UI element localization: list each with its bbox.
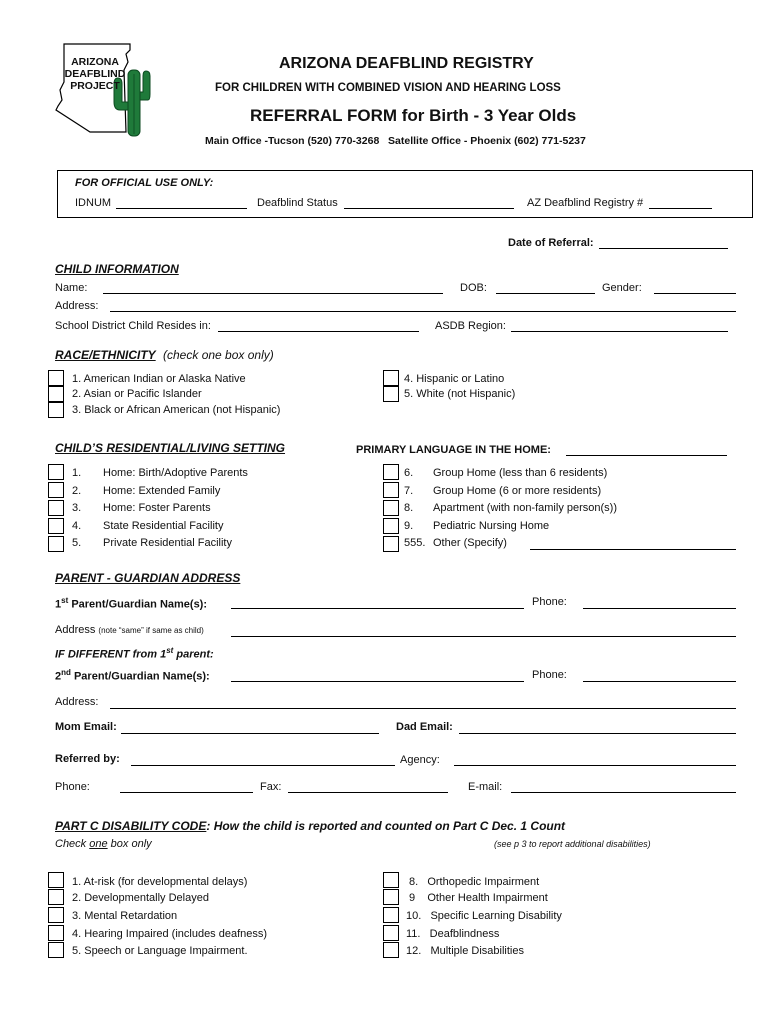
residential-checkbox-3[interactable] (48, 500, 64, 516)
residential-checkbox-1[interactable] (48, 464, 64, 480)
referrer-phone-field[interactable] (120, 792, 253, 793)
residential-num-8: 8. (404, 502, 414, 514)
residential-option-1: Home: Birth/Adoptive Parents (103, 467, 248, 479)
second-address-label: Address: (55, 696, 99, 708)
first-parent-name-field[interactable] (231, 608, 524, 609)
partc-check-b: box only (107, 838, 152, 850)
residential-num-555: 555. (404, 537, 426, 549)
partc-heading (55, 819, 565, 833)
partc-option-3: 3. Mental Retardation (72, 910, 178, 922)
parent-address-text: Address (55, 624, 96, 636)
dob-field[interactable] (496, 293, 595, 294)
gender-field[interactable] (654, 293, 736, 294)
partc-option-9: 9 Other Health Impairment (409, 892, 548, 904)
residential-option-5: Private Residential Facility (103, 537, 232, 549)
race-checkbox-4[interactable] (383, 370, 399, 386)
partc-checkbox-1[interactable] (48, 872, 64, 888)
gender-label: Gender: (602, 282, 642, 294)
registry-number-label: AZ Deafblind Registry # (527, 197, 644, 209)
school-district-label: School District Child Resides in: (55, 320, 211, 332)
race-checkbox-3[interactable] (48, 402, 64, 418)
dad-email-field[interactable] (459, 733, 736, 734)
race-option-5: 5. White (not Hispanic) (404, 388, 516, 400)
mom-email-field[interactable] (121, 733, 379, 734)
fax-label: Fax: (260, 781, 282, 793)
residential-other-field[interactable] (530, 549, 736, 550)
partc-heading-code: PART C DISABILITY CODE (55, 819, 207, 833)
residential-checkbox-7[interactable] (383, 482, 399, 498)
first-parent-num: 1 (55, 598, 62, 611)
residential-option-555: Other (Specify) (433, 537, 507, 549)
date-of-referral-field[interactable] (599, 248, 728, 249)
mom-email-label: Mom Email: (55, 721, 117, 733)
residential-num-5: 5. (72, 537, 82, 549)
first-parent-text: Parent/Guardian Name(s): (71, 598, 208, 611)
residential-option-3: Home: Foster Parents (103, 502, 211, 514)
first-parent-sup: st (61, 596, 69, 605)
first-parent-label (55, 596, 207, 611)
idnum-label: IDNUM (75, 197, 112, 209)
race-heading (55, 348, 274, 362)
parent-address-label (55, 624, 204, 636)
residential-checkbox-5[interactable] (48, 536, 64, 552)
second-parent-name-field[interactable] (231, 681, 524, 682)
partc-check-a: Check (55, 838, 90, 850)
residential-num-1: 1. (72, 467, 82, 479)
registry-title: ARIZONA DEAFBLIND REGISTRY (279, 55, 534, 72)
partc-option-10: 10. Specific Learning Disability (406, 910, 562, 922)
fax-field[interactable] (288, 792, 448, 793)
partc-heading-desc: : How the child is reported and counted on Part C Dec. 1 Count (206, 819, 566, 833)
registry-subtitle: FOR CHILDREN WITH COMBINED VISION AND HEARING LOSS (215, 82, 561, 94)
idnum-field[interactable] (116, 208, 247, 209)
agency-field[interactable] (454, 765, 736, 766)
agency-label: Agency: (400, 754, 440, 766)
second-address-field[interactable] (110, 708, 736, 709)
second-parent-sup: nd (61, 668, 71, 677)
partc-checkbox-3[interactable] (48, 907, 64, 923)
race-option-1: 1. American Indian or Alaska Native (72, 373, 246, 385)
deafblind-status-label: Deafblind Status (257, 197, 338, 209)
office-phones: Main Office -Tucson (520) 770-3268 Satellite Office - Phoenix (602) 771-5237 (205, 135, 586, 147)
partc-checkbox-5[interactable] (48, 942, 64, 958)
race-option-4: 4. Hispanic or Latino (404, 373, 505, 385)
if-different-text-a: IF DIFFERENT from 1 (55, 648, 167, 661)
residential-option-4: State Residential Facility (103, 520, 224, 532)
partc-option-4: 4. Hearing Impaired (includes deafness) (72, 928, 268, 940)
partc-option-8: 8. Orthopedic Impairment (409, 876, 540, 888)
registry-number-field[interactable] (649, 208, 712, 209)
race-note: (check one box only) (163, 348, 274, 362)
race-option-2: 2. Asian or Pacific Islander (72, 388, 202, 400)
child-info-heading: CHILD INFORMATION (55, 262, 179, 276)
partc-check-one: one (89, 838, 108, 850)
residential-checkbox-6[interactable] (383, 464, 399, 480)
race-option-3: 3. Black or African American (not Hispanic) (72, 404, 281, 416)
parent-address-note: (note “same” if same as child) (98, 626, 204, 635)
referred-by-label: Referred by: (55, 753, 120, 765)
deafblind-status-field[interactable] (344, 208, 514, 209)
partc-checkbox-10[interactable] (383, 907, 399, 923)
second-parent-num: 2 (55, 670, 62, 683)
residential-checkbox-555[interactable] (383, 536, 399, 552)
asdb-region-label: ASDB Region: (435, 320, 506, 332)
parent-address-field[interactable] (231, 636, 736, 637)
first-parent-phone-label: Phone: (532, 596, 567, 608)
residential-option-7: Group Home (6 or more residents) (433, 485, 602, 497)
race-checkbox-1[interactable] (48, 370, 64, 386)
partc-checkbox-4[interactable] (48, 925, 64, 941)
residential-num-9: 9. (404, 520, 414, 532)
residential-checkbox-4[interactable] (48, 518, 64, 534)
child-name-field[interactable] (103, 293, 443, 294)
partc-checkbox-12[interactable] (383, 942, 399, 958)
school-district-field[interactable] (218, 331, 419, 332)
partc-check-note (55, 838, 152, 850)
residential-checkbox-2[interactable] (48, 482, 64, 498)
residential-checkbox-9[interactable] (383, 518, 399, 534)
child-address-label: Address: (55, 300, 99, 312)
partc-option-12: 12. Multiple Disabilities (406, 945, 524, 957)
residential-option-8: Apartment (with non-family person(s)) (433, 502, 618, 514)
residential-option-6: Group Home (less than 6 residents) (433, 467, 608, 479)
partc-option-1: 1. At-risk (for developmental delays) (72, 876, 248, 888)
race-checkbox-2[interactable] (48, 386, 64, 402)
race-heading-text: RACE/ETHNICITY (55, 348, 156, 362)
residential-num-4: 4. (72, 520, 82, 532)
partc-option-11: 11. Deafblindness (406, 928, 500, 940)
email-label: E-mail: (468, 781, 503, 793)
dob-label: DOB: (460, 282, 487, 294)
if-different-label (55, 646, 214, 661)
residential-checkbox-8[interactable] (383, 500, 399, 516)
child-address-field[interactable] (110, 311, 736, 312)
child-name-label: Name: (55, 282, 88, 294)
parent-heading: PARENT - GUARDIAN ADDRESS (55, 571, 241, 585)
partc-option-2: 2. Developmentally Delayed (72, 892, 209, 904)
dad-email-label: Dad Email: (396, 721, 453, 733)
residential-num-7: 7. (404, 485, 414, 497)
referred-by-field[interactable] (131, 765, 395, 766)
logo (50, 40, 155, 140)
primary-language-field[interactable] (566, 455, 727, 456)
if-different-sup: st (166, 646, 174, 655)
residential-heading: CHILD’S RESIDENTIAL/LIVING SETTING (55, 441, 286, 455)
asdb-region-field[interactable] (511, 331, 728, 332)
date-of-referral-label: Date of Referral: (508, 237, 594, 249)
partc-option-5: 5. Speech or Language Impairment. (72, 945, 248, 957)
official-use-title: FOR OFFICIAL USE ONLY: (75, 177, 214, 189)
primary-language-label: PRIMARY LANGUAGE IN THE HOME: (356, 444, 551, 456)
partc-checkbox-8[interactable] (383, 872, 399, 888)
second-parent-label (55, 668, 210, 683)
form-title: REFERRAL FORM for Birth - 3 Year Olds (250, 106, 577, 125)
partc-checkbox-11[interactable] (383, 925, 399, 941)
partc-checkbox-2[interactable] (48, 889, 64, 905)
partc-see-note: (see p 3 to report additional disabilities) (494, 839, 651, 849)
referrer-phone-label: Phone: (55, 781, 90, 793)
partc-checkbox-9[interactable] (383, 889, 399, 905)
email-field[interactable] (511, 792, 736, 793)
residential-num-2: 2. (72, 485, 82, 497)
first-parent-phone-field[interactable] (583, 608, 736, 609)
residential-num-3: 3. (72, 502, 82, 514)
logo-text: ARIZONA DEAFBLIND PROJECT (64, 56, 126, 92)
race-checkbox-5[interactable] (383, 386, 399, 402)
second-parent-phone-label: Phone: (532, 669, 567, 681)
second-parent-text: Parent/Guardian Name(s): (73, 670, 210, 683)
residential-num-6: 6. (404, 467, 414, 479)
residential-option-2: Home: Extended Family (103, 485, 221, 497)
residential-option-9: Pediatric Nursing Home (433, 520, 550, 532)
if-different-text-b: parent: (176, 648, 214, 661)
second-parent-phone-field[interactable] (583, 681, 736, 682)
